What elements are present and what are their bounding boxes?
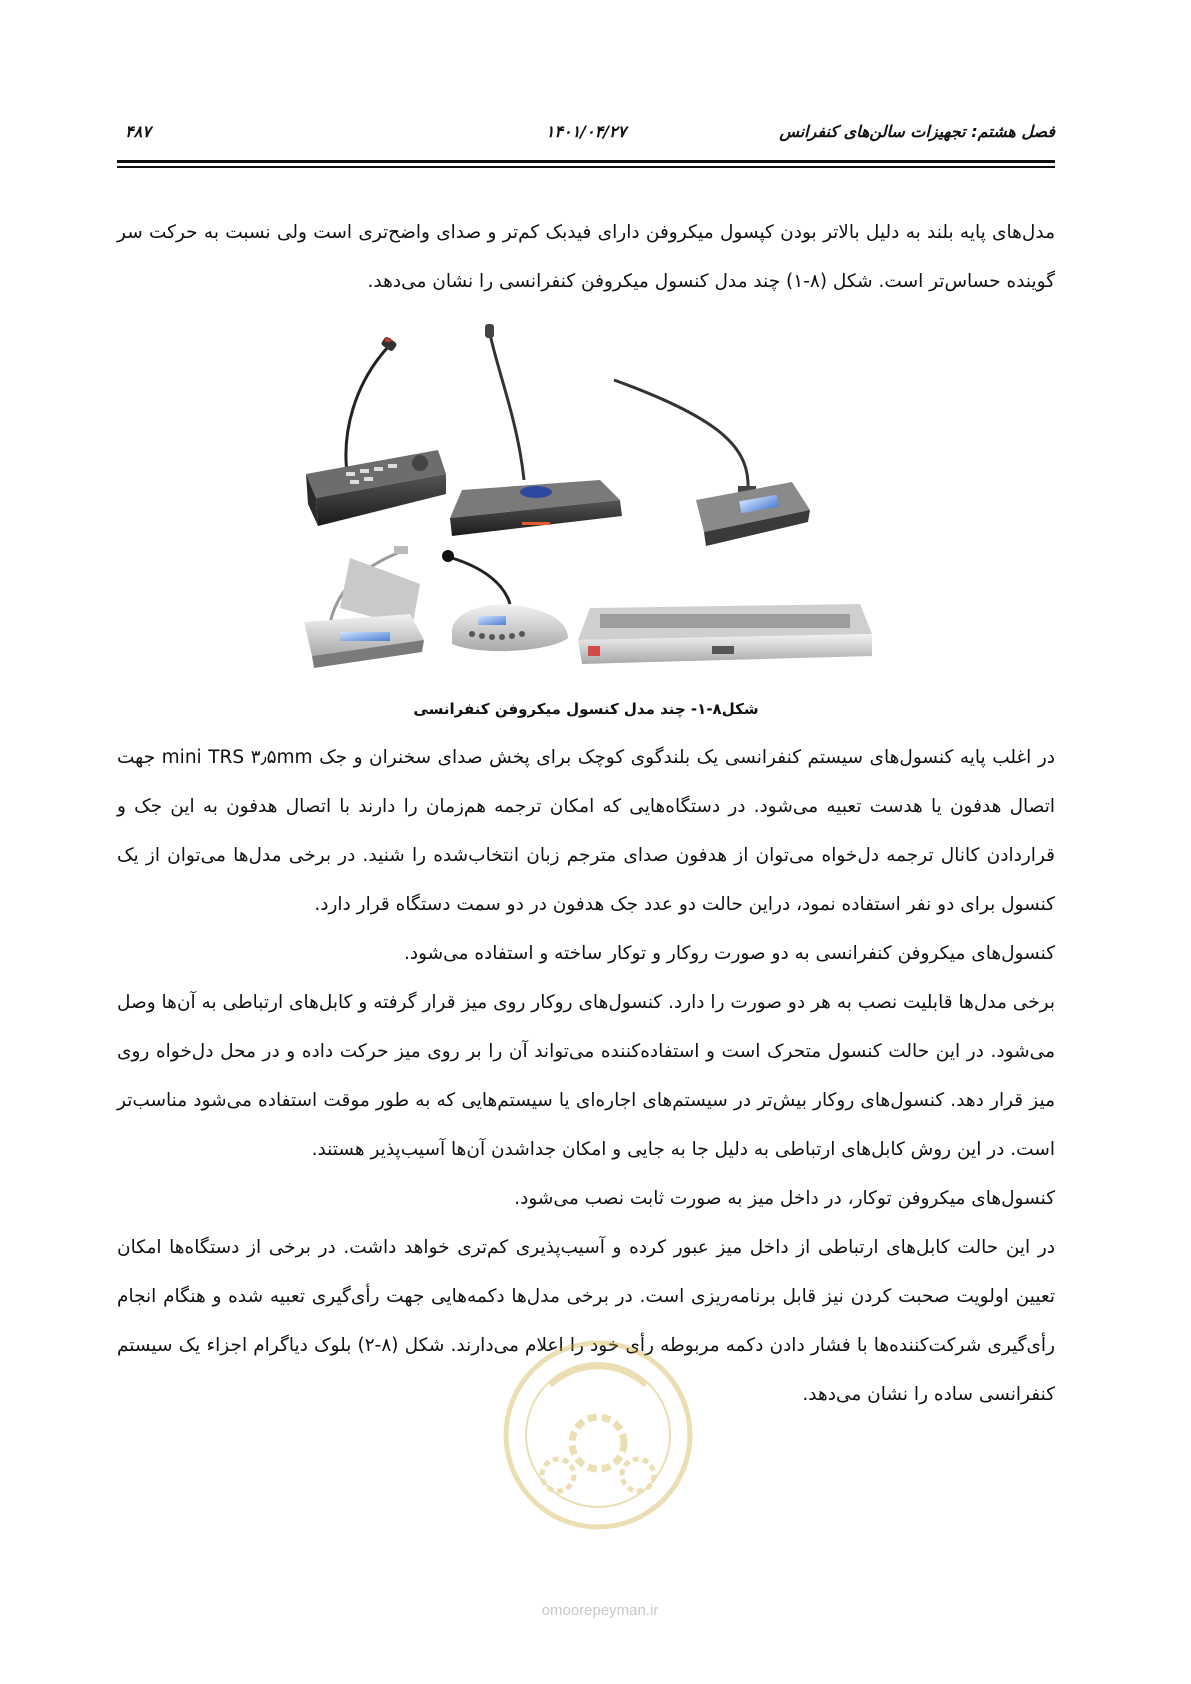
console-grey-lcd — [614, 380, 810, 546]
watermark-url: omoorepeyman.ir — [541, 1602, 659, 1619]
intro-text — [117, 208, 1055, 306]
intro-paragraph: مدل‌های پایه بلند به دلیل بالاتر بودن کپسول میکروفن دارای فیدبک کم‌تر و صدای واضح‌تری است ولی نسبت به حرکت سر گوینده حساس‌تر است. شکل (۸-۱) چند مدل کنسول میکروفن کنفرانسی را نشان می‌دهد. — [117, 222, 1055, 292]
body-paragraph: کنسول‌های میکروفن کنفرانسی به دو صورت روکار و توکار ساخته و استفاده می‌شود. — [403, 943, 1055, 964]
header-date: ۱۴۰۱/۰۴/۲۷ — [545, 122, 627, 141]
header-rule-thin — [117, 166, 1055, 168]
page-number: ۴۸۷ — [125, 122, 151, 141]
console-flush-mount-black — [306, 336, 446, 526]
body-text — [117, 733, 1055, 1419]
chapter-title: فصل هشتم: تجهیزات سالن‌های کنفرانس — [779, 122, 1055, 141]
figure-caption: شکل۸-۱- چند مدل کنسول میکروفن کنفرانسی — [413, 700, 759, 718]
console-dark-gooseneck — [450, 324, 622, 536]
watermark-logo — [488, 1325, 708, 1645]
console-round-keypad — [442, 550, 568, 651]
body-paragraph: کنسول‌های میکروفن توکار، در داخل میز به صورت ثابت نصب می‌شود. — [514, 1188, 1055, 1209]
page-header — [117, 118, 1055, 148]
header-rule-thick — [117, 160, 1055, 163]
body-paragraph: در اغلب پایه کنسول‌های سیستم کنفرانسی یک بلندگوی کوچک برای پخش صدای سخنران و جک mini TRS ۳٫۵mm جهت اتصال هدفون یا هدست تعبیه می‌شود. در دستگاه‌هایی که امکان ترجمه هم‌زمان را دارند با اتصال هدفون به این جک و قراردادن کانال ترجمه دل‌خواه می‌توان از هدفون صدای مترجم زبان انتخاب‌شده را شنید. در برخی مدل‌ها می‌توان از یک کنسول برای دو نفر استفاده نمود، دراین حالت دو عدد جک هدفون در دو سمت دستگاه قرار دارد. — [117, 747, 1056, 915]
conference-console-figure — [300, 322, 876, 690]
body-paragraph: برخی مدل‌ها قابلیت نصب به هر دو صورت را دارد. کنسول‌های روکار روی میز قرار گرفته و کابل‌های ارتباطی به آن‌ها وصل می‌شود. در این حالت کنسول متحرک است و استفاده‌کننده می‌تواند آن را بر روی میز حرکت داده و در محل دل‌خواه روی میز قرار دهد. کنسول‌های روکار بیش‌تر در سیستم‌های اجاره‌ای یا سیستم‌هایی که به طور موقت استفاده می‌شود مناسب‌تر است. در این روش کابل‌های ارتباطی به دلیل جا به جایی و امکان جداشدن آن‌ها آسیب‌پذیر هستند. — [117, 992, 1055, 1160]
console-silver-panel — [304, 546, 424, 668]
body-paragraph: در این حالت کابل‌های ارتباطی از داخل میز عبور کرده و آسیب‌پذیری کم‌تری خواهد داشت. در برخی از دستگاه‌ها امکان تعیین اولویت صحبت کردن نیز قابل برنامه‌ریزی است. در برخی مدل‌ها دکمه‌هایی جهت رأی‌گیری تعبیه شده و هنگام انجام رأی‌گیری شرکت‌کننده‌ها با فشار دادن دکمه مربوطه رأی خود را اعلام می‌دارند. شکل (۸-۲) بلوک دیاگرام اجزاء یک سیستم کنفرانسی ساده را نشان می‌دهد. — [117, 1237, 1056, 1405]
console-long-bar — [578, 604, 872, 664]
